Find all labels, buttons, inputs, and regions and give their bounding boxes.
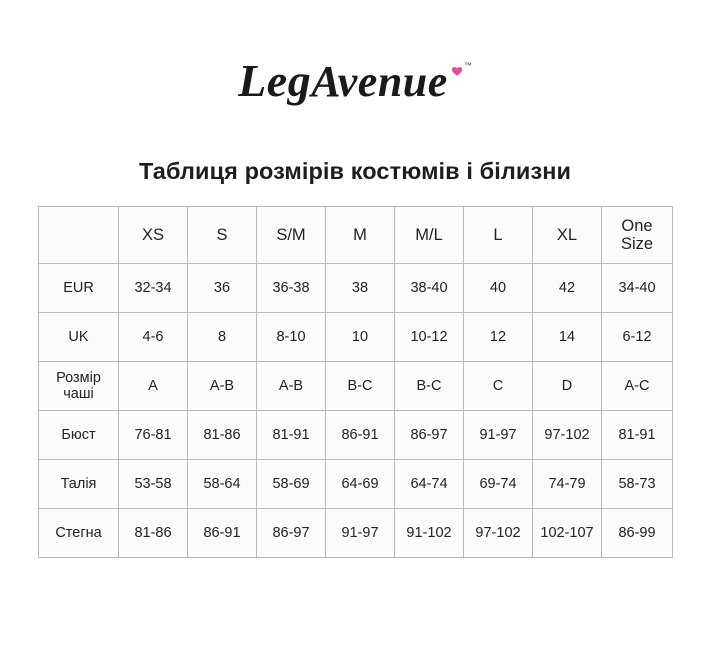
cell-waist-xs: 53-58 bbox=[119, 460, 188, 509]
table-row bbox=[39, 313, 673, 362]
cell-cup-one-size: A-C bbox=[602, 362, 673, 411]
page-title: Таблиця розмірів костюмів і білизни bbox=[138, 158, 572, 184]
row-header-cup-size bbox=[39, 362, 119, 411]
brand-logo bbox=[238, 52, 472, 110]
table-body bbox=[39, 264, 673, 558]
table-row bbox=[39, 362, 673, 411]
cell-waist-s: 58-64 bbox=[188, 460, 257, 509]
table-header-row bbox=[39, 207, 673, 264]
cell-bust-xs: 76-81 bbox=[119, 411, 188, 460]
row-header-cup-size-line2: чаші bbox=[63, 386, 94, 402]
row-header-hips: Стегна bbox=[39, 509, 119, 558]
cell-uk-xl: 14 bbox=[533, 313, 602, 362]
cell-hips-m: 91-97 bbox=[326, 509, 395, 558]
cell-bust-s: 81-86 bbox=[188, 411, 257, 460]
row-header-cup-size-line1: Розмір bbox=[56, 369, 101, 386]
cell-hips-ml: 91-102 bbox=[395, 509, 464, 558]
brand-name-leg: Leg bbox=[238, 55, 312, 106]
trademark-symbol: ™ bbox=[463, 60, 472, 70]
cell-eur-m: 38 bbox=[326, 264, 395, 313]
table-row bbox=[39, 460, 673, 509]
cell-uk-l: 12 bbox=[464, 313, 533, 362]
cell-waist-one-size: 58-73 bbox=[602, 460, 673, 509]
cell-cup-m: B-C bbox=[326, 362, 395, 411]
cell-eur-s: 36 bbox=[188, 264, 257, 313]
cell-cup-xl: D bbox=[533, 362, 602, 411]
row-header-uk: UK bbox=[39, 313, 119, 362]
cell-bust-ml: 86-97 bbox=[395, 411, 464, 460]
size-table bbox=[38, 206, 673, 558]
cell-waist-m: 64-69 bbox=[326, 460, 395, 509]
column-header-one-size bbox=[602, 207, 673, 264]
cell-uk-s: 8 bbox=[188, 313, 257, 362]
cell-hips-xs: 81-86 bbox=[119, 509, 188, 558]
cell-bust-m: 86-91 bbox=[326, 411, 395, 460]
row-header-bust: Бюст bbox=[39, 411, 119, 460]
cell-hips-s: 86-91 bbox=[188, 509, 257, 558]
table-row bbox=[39, 264, 673, 313]
cell-cup-ml: B-C bbox=[395, 362, 464, 411]
column-header-l: L bbox=[464, 207, 533, 264]
cell-eur-l: 40 bbox=[464, 264, 533, 313]
size-table-container bbox=[38, 206, 672, 558]
cell-eur-xl: 42 bbox=[533, 264, 602, 313]
cell-waist-xl: 74-79 bbox=[533, 460, 602, 509]
cell-cup-sm: A-B bbox=[257, 362, 326, 411]
column-header-one-size-line1: One bbox=[621, 216, 653, 235]
row-header-eur: EUR bbox=[39, 264, 119, 313]
column-header-s: S bbox=[188, 207, 257, 264]
cell-hips-l: 97-102 bbox=[464, 509, 533, 558]
column-header-one-size-line2: Size bbox=[620, 235, 654, 253]
heart-icon bbox=[451, 65, 463, 77]
cell-bust-l: 91-97 bbox=[464, 411, 533, 460]
column-header-m: M bbox=[326, 207, 395, 264]
cell-bust-xl: 97-102 bbox=[533, 411, 602, 460]
table-header bbox=[39, 207, 673, 264]
cell-uk-ml: 10-12 bbox=[395, 313, 464, 362]
column-header-sm: S/M bbox=[257, 207, 326, 264]
column-header-xl: XL bbox=[533, 207, 602, 264]
cell-hips-one-size: 86-99 bbox=[602, 509, 673, 558]
cell-bust-sm: 81-91 bbox=[257, 411, 326, 460]
cell-bust-one-size: 81-91 bbox=[602, 411, 673, 460]
cell-waist-l: 69-74 bbox=[464, 460, 533, 509]
brand-name-avenue: Avenue bbox=[311, 57, 448, 106]
cell-eur-ml: 38-40 bbox=[395, 264, 464, 313]
cell-uk-one-size: 6-12 bbox=[602, 313, 673, 362]
table-corner-cell bbox=[39, 207, 119, 264]
column-header-ml: M/L bbox=[395, 207, 464, 264]
column-header-xs: XS bbox=[119, 207, 188, 264]
cell-uk-m: 10 bbox=[326, 313, 395, 362]
cell-waist-sm: 58-69 bbox=[257, 460, 326, 509]
cell-waist-ml: 64-74 bbox=[395, 460, 464, 509]
cell-hips-sm: 86-97 bbox=[257, 509, 326, 558]
cell-eur-sm: 36-38 bbox=[257, 264, 326, 313]
cell-cup-xs: A bbox=[119, 362, 188, 411]
row-header-waist: Талія bbox=[39, 460, 119, 509]
table-row bbox=[39, 411, 673, 460]
table-row bbox=[39, 509, 673, 558]
cell-cup-l: C bbox=[464, 362, 533, 411]
cell-uk-xs: 4-6 bbox=[119, 313, 188, 362]
cell-hips-xl: 102-107 bbox=[533, 509, 602, 558]
cell-eur-one-size: 34-40 bbox=[602, 264, 673, 313]
cell-uk-sm: 8-10 bbox=[257, 313, 326, 362]
cell-eur-xs: 32-34 bbox=[119, 264, 188, 313]
cell-cup-s: A-B bbox=[188, 362, 257, 411]
brand-wordmark bbox=[238, 55, 448, 106]
